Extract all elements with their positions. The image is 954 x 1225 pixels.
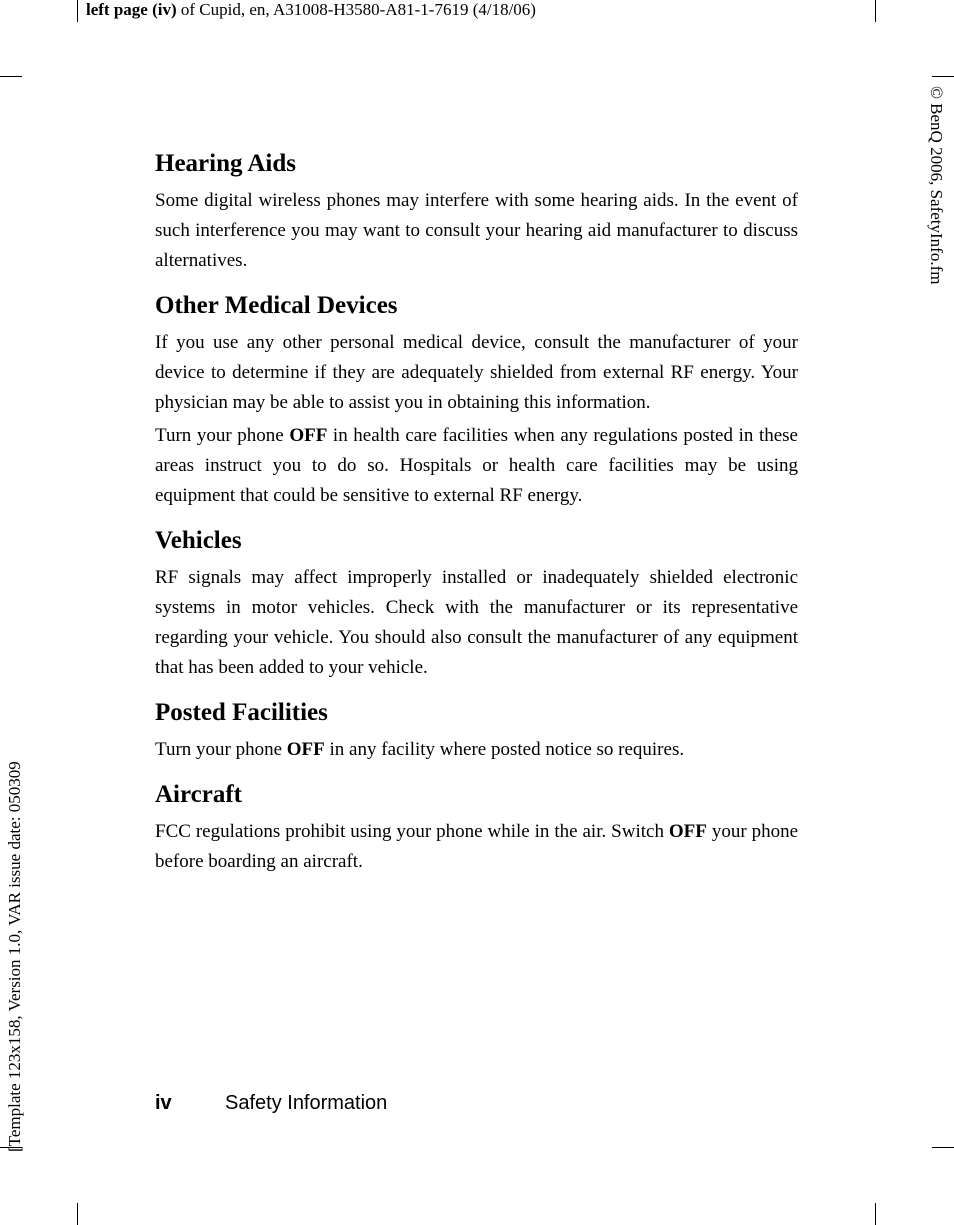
text-run: FCC regulations prohibit using your phone while in the air. Switch: [155, 821, 669, 842]
section-vehicles: [155, 525, 798, 683]
text-run: Turn your phone: [155, 739, 287, 760]
text-run: in any facility where posted notice so requires.: [324, 739, 685, 760]
crop-mark-right-upper: [932, 76, 954, 77]
section-heading: Other Medical Devices: [155, 292, 398, 319]
page-footer: [155, 1090, 387, 1116]
paragraph: [155, 735, 798, 765]
crop-mark-right-lower: [932, 1147, 954, 1148]
page-content: [155, 148, 798, 891]
text-run: in health care facilities when any regulations posted in these areas instruct you to do so. Hospitals or health care facilities may be using equipment that could be sensitive to external RF energy.: [155, 425, 798, 506]
text-run: your phone before boarding an aircraft.: [155, 821, 799, 872]
text-run: Turn your phone: [155, 425, 290, 446]
section-heading: Aircraft: [155, 781, 242, 808]
paragraph: Some digital wireless phones may interfere with some hearing aids. In the event of such interference you may want to consult your hearing aid manufacturer to discuss alternatives.: [155, 190, 798, 271]
section-medical-devices: [155, 290, 798, 511]
crop-mark-bottom-left: [77, 1203, 78, 1225]
section-heading: Posted Facilities: [155, 699, 328, 726]
slug-page-label: left page (iv): [86, 0, 177, 19]
template-margin-text: [Template 123x158, Version 1.0, VAR issue date: 050309: [5, 761, 24, 1152]
section-aircraft: [155, 779, 798, 877]
crop-mark-left-upper: [0, 76, 22, 77]
crop-mark-top-left: [77, 0, 78, 22]
copyright-margin-text: © BenQ 2006, SafetyInfo.fm: [927, 86, 946, 285]
page-number: iv: [155, 1092, 172, 1114]
footer-section-title: Safety Information: [225, 1092, 388, 1114]
section-heading: Hearing Aids: [155, 150, 296, 177]
emphasis-off: OFF: [286, 739, 325, 760]
emphasis-off: OFF: [668, 821, 707, 842]
paragraph: If you use any other personal medical device, consult the manufacturer of your device to determine if they are adequately shielded from external RF energy. Your physician may be able to assist you in obtaining this information.: [155, 332, 798, 413]
document-slug: [86, 0, 536, 20]
crop-mark-top-right: [875, 0, 876, 22]
section-posted-facilities: [155, 697, 798, 765]
emphasis-off: OFF: [289, 425, 328, 446]
crop-mark-bottom-right: [875, 1203, 876, 1225]
slug-file-info: of Cupid, en, A31008-H3580-A81-1-7619 (4/18/06): [176, 0, 536, 19]
section-heading: Vehicles: [155, 527, 242, 554]
paragraph: [155, 421, 798, 511]
paragraph: [155, 817, 798, 877]
section-hearing-aids: [155, 148, 798, 276]
paragraph: RF signals may affect improperly installed or inadequately shielded electronic systems in motor vehicles. Check with the manufacturer or its representative regarding your vehicle. You should also consult the manufacturer of any equipment that has been added to your vehicle.: [155, 567, 798, 678]
